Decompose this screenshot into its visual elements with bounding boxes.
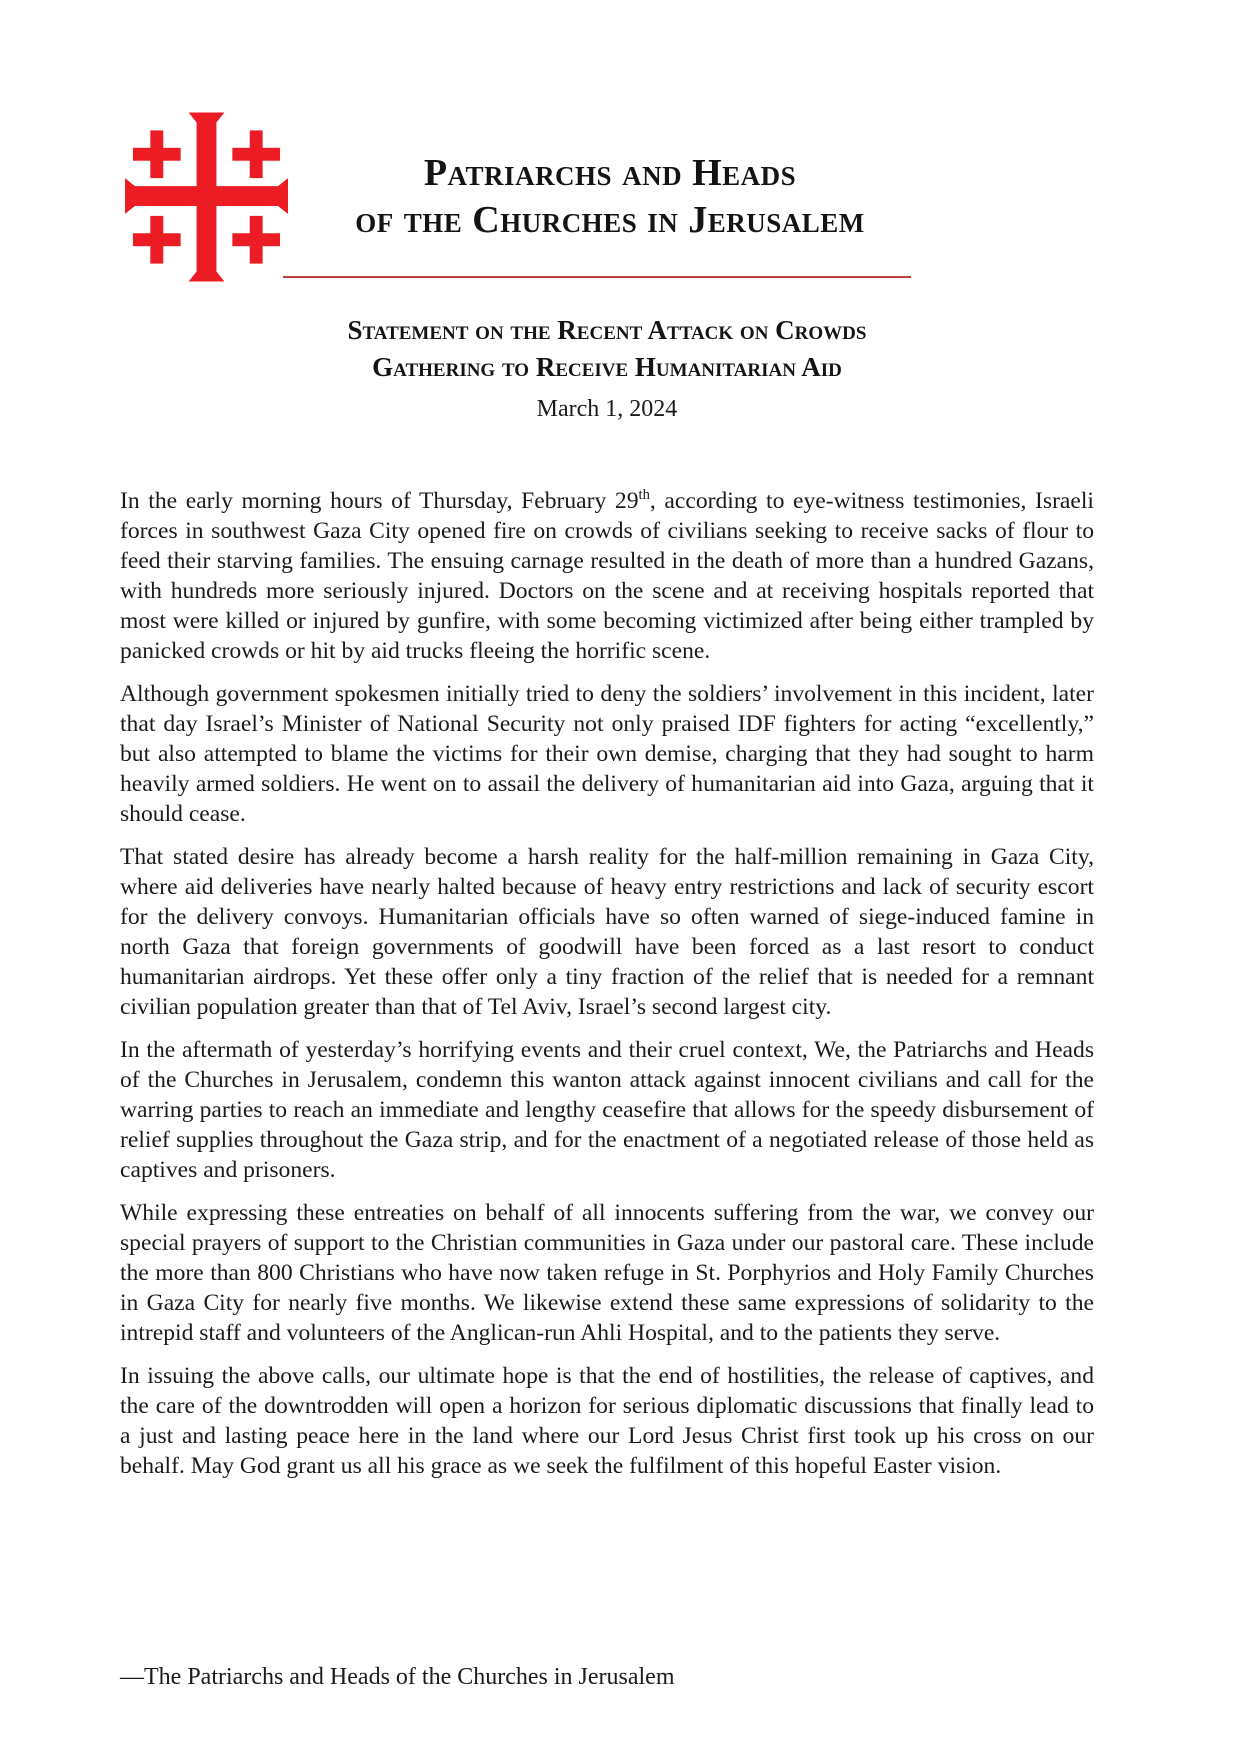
paragraph-1-text-cont: , according to eye-witness testimonies, Israeli forces in southwest Gaza City opened fire on crowds of civilians seeking to receive sacks of flour to feed their starving families. The ensuing carnage resulted in the death of more than a hundred Gazans, with hundreds more seriously injured. Doctors on the scene and at receiving hospitals reported that most were killed or injured by gunfire, with some becoming victimized after being either trampled by panicked crowds or hit by aid trucks fleeing the horrific scene. <box>120 488 1094 664</box>
ordinal-superscript: th <box>638 487 650 504</box>
jerusalem-cross-icon <box>125 112 288 282</box>
document-title <box>120 312 1094 386</box>
document-title-line2: Gathering to Receive Humanitarian Aid <box>372 352 842 382</box>
paragraph-6: In issuing the above calls, our ultimate hope is that the end of hostilities, the release of captives, and the care of the downtrodden will open a horizon for serious diplomatic discussions that finally lead to a just and lasting peace here in the land where our Lord Jesus Christ first took up his cross on our behalf. May God grant us all his grace as we seek the fulfilment of this hopeful Easter vision. <box>120 1363 1094 1479</box>
org-name-line2: of the Churches in Jerusalem <box>355 199 865 241</box>
paragraph-5: While expressing these entreaties on behalf of all innocents suffering from the war, we convey our special prayers of support to the Christian communities in Gaza under our pastoral care. These include the more than 800 Christians who have now taken refuge in St. Porphyrios and Holy Family Churches in Gaza City for nearly five months. We likewise extend these same expressions of solidarity to the intrepid staff and volunteers of the Anglican-run Ahli Hospital, and to the patients they serve. <box>120 1200 1094 1346</box>
header-divider <box>283 276 911 278</box>
jerusalem-cross-logo <box>125 112 288 282</box>
document-body <box>120 486 1094 1494</box>
paragraph-1 <box>120 486 1094 666</box>
paragraph-3: That stated desire has already become a harsh reality for the half-million remaining in Gaza City, where aid deliveries have nearly halted because of heavy entry restrictions and lack of security escort for the delivery convoys. Humanitarian officials have so often warned of siege-induced famine in north Gaza that foreign governments of goodwill have been forced as a last resort to conduct humanitarian airdrops. Yet these offer only a tiny fraction of the relief that is needed for a remnant civilian population greater than that of Tel Aviv, Israel’s second largest city. <box>120 844 1094 1020</box>
org-name-line1: Patriarchs and Heads <box>423 152 797 194</box>
document-title-line1: Statement on the Recent Attack on Crowds <box>347 315 867 345</box>
paragraph-2: Although government spokesmen initially tried to deny the soldiers’ involvement in this incident, later that day Israel’s Minister of National Security not only praised IDF fighters for acting “excellently,” but also attempted to blame the victims for their own demise, charging that they had sought to harm heavily armed soldiers. He went on to assail the delivery of humanitarian aid into Gaza, arguing that it should cease. <box>120 681 1094 827</box>
signature-line: —The Patriarchs and Heads of the Churches in Jerusalem <box>120 1664 675 1690</box>
document-date: March 1, 2024 <box>536 396 678 422</box>
paragraph-4: In the aftermath of yesterday’s horrifying events and their cruel context, We, the Patriarchs and Heads of the Churches in Jerusalem, condemn this wanton attack against innocent civilians and call for the warring parties to reach an immediate and lengthy ceasefire that allows for the speedy disbursement of relief supplies throughout the Gaza strip, and for the enactment of a negotiated release of those held as captives and prisoners. <box>120 1037 1094 1183</box>
paragraph-1-text: In the early morning hours of Thursday, February 29 <box>120 488 639 514</box>
org-name <box>288 150 932 244</box>
